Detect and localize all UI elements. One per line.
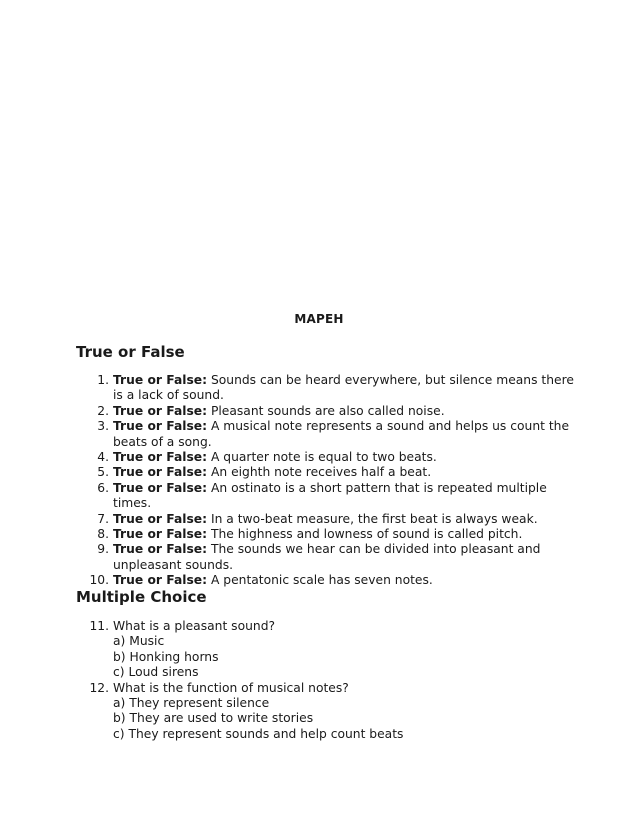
list-item	[76, 373, 576, 404]
item-number: 5.	[97, 465, 109, 480]
item-number: 6.	[97, 480, 109, 495]
item-number: 1.	[97, 373, 109, 387]
item-number: 9.	[97, 542, 109, 557]
item-number: 12.	[89, 680, 109, 695]
item-number: 2.	[97, 403, 109, 418]
list-item	[76, 481, 576, 512]
answer-option: c) Loud sirens	[113, 665, 199, 680]
item-text: Sounds can be heard everywhere, but silence means there is a lack of sound.	[113, 373, 574, 403]
list-item	[76, 419, 576, 450]
list-item	[76, 619, 576, 681]
list-item	[76, 527, 576, 542]
answer-option: c) They represent sounds and help count beats	[113, 726, 404, 741]
item-text: The highness and lowness of sound is called pitch.	[207, 527, 523, 542]
list-item	[76, 404, 576, 419]
item-text: A musical note represents a sound and helps us count the beats of a song.	[113, 419, 570, 449]
item-lead: True or False:	[113, 527, 208, 542]
item-text: In a two-beat measure, the first beat is always weak.	[207, 511, 538, 526]
section-heading-multiple-choice: Multiple Choice	[76, 588, 207, 606]
question-text: What is the function of musical notes?	[113, 680, 349, 695]
item-number: 8.	[97, 527, 109, 542]
answer-option: b) They are used to write stories	[113, 711, 314, 726]
list-item	[76, 573, 576, 588]
list-item	[76, 512, 576, 527]
question-text: What is a pleasant sound?	[113, 619, 276, 633]
item-lead: True or False:	[113, 573, 208, 588]
item-text: A pentatonic scale has seven notes.	[207, 573, 433, 588]
item-lead: True or False:	[113, 480, 208, 495]
list-item	[76, 450, 576, 465]
item-text: An ostinato is a short pattern that is repeated multiple times.	[113, 480, 547, 511]
item-lead: True or False:	[113, 403, 208, 418]
item-lead: True or False:	[113, 419, 208, 434]
answer-option: a) They represent silence	[113, 696, 270, 711]
item-number: 3.	[97, 419, 109, 434]
item-number: 10.	[89, 573, 109, 588]
item-number: 7.	[97, 511, 109, 526]
item-text: Pleasant sounds are also called noise.	[207, 403, 445, 418]
item-lead: True or False:	[113, 465, 208, 480]
item-lead: True or False:	[113, 511, 208, 526]
list-item	[76, 681, 576, 743]
list-item	[76, 465, 576, 480]
item-lead: True or False:	[113, 373, 208, 387]
item-lead: True or False:	[113, 450, 208, 465]
true-false-list	[76, 373, 576, 589]
item-text: An eighth note receives half a beat.	[207, 465, 432, 480]
item-number: 11.	[89, 619, 109, 633]
item-text: A quarter note is equal to two beats.	[207, 450, 437, 465]
item-text: The sounds we hear can be divided into pleasant and unpleasant sounds.	[113, 542, 541, 572]
section-heading-true-false: True or False	[76, 343, 185, 361]
item-lead: True or False:	[113, 542, 208, 557]
answer-option: b) Honking horns	[113, 649, 219, 664]
item-number: 4.	[97, 450, 109, 465]
list-item	[76, 542, 576, 573]
answer-option: a) Music	[113, 634, 165, 649]
document-title: MAPEH	[294, 312, 344, 326]
multiple-choice-list	[76, 619, 576, 742]
